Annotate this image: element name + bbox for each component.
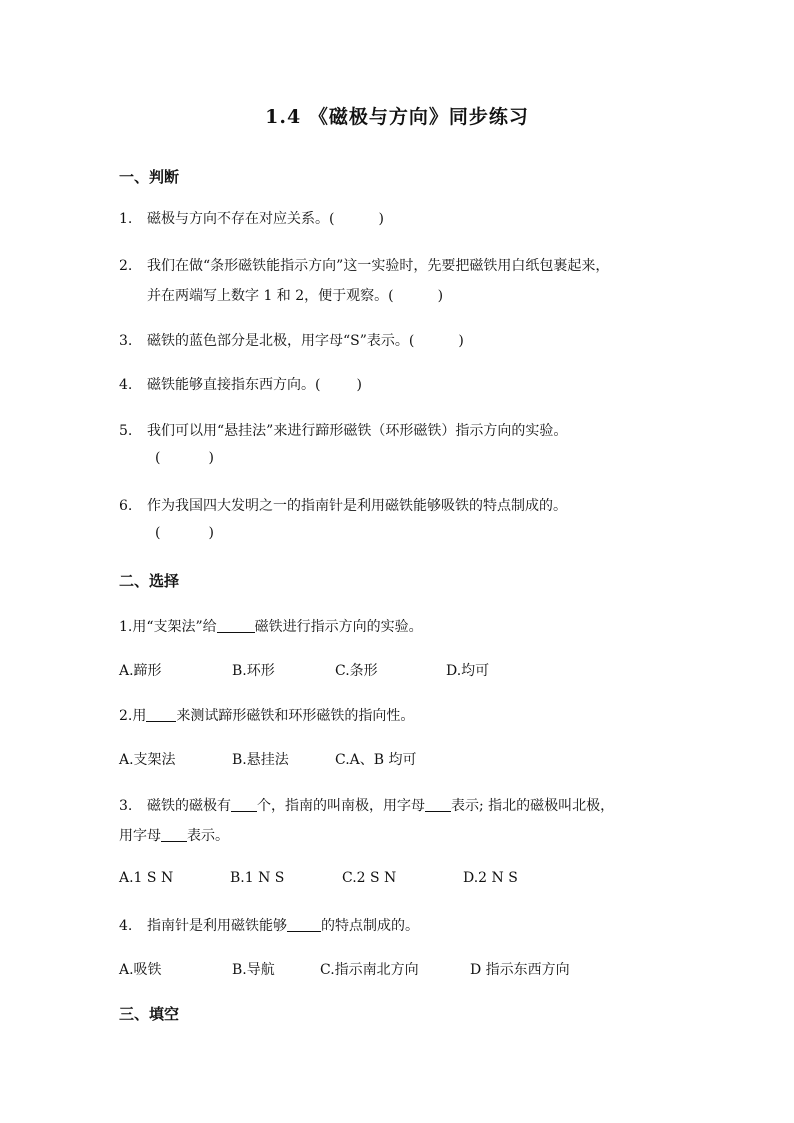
item-number: 4.: [119, 377, 133, 393]
answer-blank[interactable]: [425, 797, 451, 812]
option-c: C.指示南北方向: [320, 962, 419, 978]
item-number: 6.: [119, 498, 133, 514]
option-d: D 指示东西方向: [470, 962, 570, 978]
item-text: 作为我国四大发明之一的指南针是利用磁铁能够吸铁的特点制成的。: [147, 498, 567, 514]
answer-blank[interactable]: [287, 917, 321, 932]
item-text: 1.用“支架法”给: [119, 619, 217, 635]
item-text: 磁极与方向不存在对应关系。(: [147, 211, 335, 227]
judge-item-2: [119, 255, 609, 275]
choice-item-3-cont: [119, 825, 229, 845]
item-text: 2.用: [119, 708, 147, 724]
item-paren-close: ): [356, 377, 362, 393]
judge-item-5-cont: [155, 450, 214, 466]
item-text: 我们可以用“悬挂法”来进行蹄形磁铁（环形磁铁）指示方向的实验。: [147, 423, 568, 439]
choice-item-4: [119, 915, 419, 935]
choice-item-1: [119, 616, 423, 636]
option-d: D.2 N S: [463, 870, 518, 886]
section-heading-fill: 三、填空: [119, 1005, 180, 1023]
option-b: B.1 N S: [230, 870, 285, 886]
item-text: 我们在做“条形磁铁能指示方向”这一实验时，先要把磁铁用白纸包裹起来，: [147, 258, 610, 274]
item-paren-open: (: [155, 450, 161, 466]
option-b: B.导航: [232, 962, 275, 978]
section-heading-judge: 一、判断: [119, 168, 180, 186]
section-heading-choice: 二、选择: [119, 572, 180, 590]
item-number: 5.: [119, 423, 133, 439]
option-b: B.环形: [232, 663, 275, 679]
judge-item-2-cont: [147, 285, 443, 305]
item-text: 用字母: [119, 828, 161, 844]
item-paren-open: (: [155, 525, 161, 541]
item-text: 表示。: [187, 828, 229, 844]
option-a: A.支架法: [119, 752, 176, 768]
page-title: 1.4 《磁极与方向》同步练习: [265, 106, 529, 128]
item-text: 磁铁的蓝色部分是北极，用字母“S”表示。(: [147, 333, 415, 349]
item-paren-close: ): [437, 288, 444, 304]
judge-item-6: [119, 495, 567, 515]
item-text: 磁铁能够直接指东西方向。(: [147, 377, 321, 393]
item-paren-close: ): [208, 450, 214, 466]
item-paren-close: ): [208, 525, 214, 541]
item-paren-close: ): [458, 333, 464, 349]
option-a: A.蹄形: [119, 663, 162, 679]
judge-item-4: [119, 374, 362, 394]
option-c: C.2 S N: [342, 870, 397, 886]
judge-item-3: [119, 330, 464, 350]
item-text: 指南针是利用磁铁能够: [147, 918, 287, 934]
option-c: C.条形: [335, 663, 378, 679]
judge-item-6-cont: [155, 525, 214, 541]
item-number: 3.: [119, 333, 133, 349]
item-text: 个，指南的叫南极，用字母: [257, 798, 425, 814]
item-number: 3.: [119, 798, 133, 814]
choice-item-2: [119, 705, 414, 725]
item-text-cont: 并在两端写上数字 1 和 2，便于观察。(: [147, 288, 394, 304]
item-number: 2.: [119, 258, 133, 274]
answer-blank[interactable]: [217, 618, 255, 633]
item-text: 的特点制成的。: [321, 918, 419, 934]
item-number: 4.: [119, 918, 133, 934]
item-text: 磁铁进行指示方向的实验。: [254, 619, 423, 635]
item-number: 1.: [119, 211, 133, 227]
option-a: A.吸铁: [119, 962, 162, 978]
item-text: 表示; 指北的磁极叫北极，: [451, 798, 615, 814]
option-c: C.A、B 均可: [335, 752, 417, 768]
answer-blank[interactable]: [161, 827, 187, 842]
choice-item-3: [119, 795, 614, 815]
answer-blank[interactable]: [231, 797, 257, 812]
judge-item-5: [119, 420, 567, 440]
answer-blank[interactable]: [146, 707, 176, 722]
judge-item-1: [119, 208, 384, 228]
option-d: D.均可: [446, 663, 490, 679]
option-a: A.1 S N: [119, 870, 174, 886]
option-b: B.悬挂法: [232, 752, 289, 768]
item-paren-close: ): [378, 211, 384, 227]
item-text: 来测试蹄形磁铁和环形磁铁的指向性。: [176, 708, 415, 724]
item-text: 磁铁的磁极有: [147, 798, 231, 814]
